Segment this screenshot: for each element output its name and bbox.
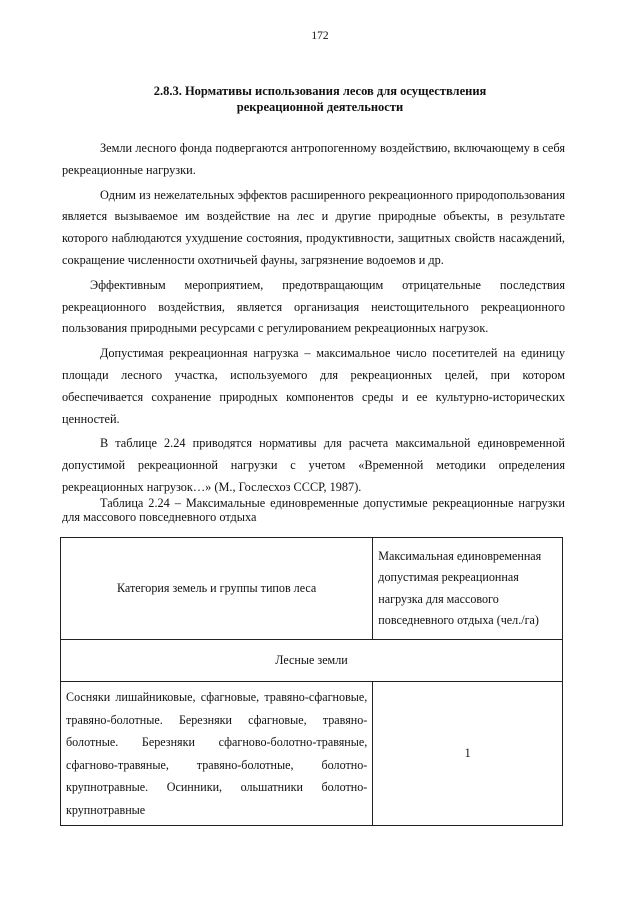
paragraph-2: Одним из нежелательных эффектов расширенного рекреационного природопользования является вызываемое им воздействие на лес и другие природные объекты, в результате которого наблюдаются ухудшение состояния, продуктивности, защитных свойств насаждений, сокращение численности охотничьей фауны, загрязнение водоемов и др. (62, 187, 565, 267)
paragraph-1: Земли лесного фонда подвергаются антропогенному воздействию, включающему в себя рекреационные нагрузки. (62, 141, 565, 177)
paragraph-5: В таблице 2.24 приводятся нормативы для расчета максимальной единовременной допустимой рекреационной нагрузки с учетом «Временной методики определения рекреационных нагрузок…» (М., Гослесхоз СССР, 1987). (62, 436, 565, 494)
body-text (62, 138, 565, 502)
paragraph-4: Допустимая рекреационная нагрузка – максимальное число посетителей на единицу площади лесного участка, используемого для рекреационных целей, при котором обеспечивается сохранение природных компонентов среды и ее культурно-исторических ценностей. (62, 346, 565, 426)
header-category: Категория земель и группы типов леса (61, 538, 373, 640)
page-number: 172 (311, 30, 329, 42)
table-row (61, 682, 563, 826)
row-load: 1 (373, 682, 563, 826)
norms-table (60, 537, 563, 826)
header-load: Максимальная единовременная допустимая рекреационная нагрузка для массового повседневного отдыха (чел./га) (373, 538, 563, 640)
table-header-row (61, 538, 563, 640)
norms-table-container (60, 537, 563, 826)
section-heading-line-1: 2.8.3. Нормативы использования лесов для осуществления (153, 84, 487, 98)
section-heading (80, 83, 560, 115)
table-section-row (61, 640, 563, 682)
row-category: Сосняки лишайниковые, сфагновые, травяно-сфагновые, травяно-болотные. Березняки сфагновые, травяно-болотные. Березняки сфагново-болотно-травяные, сфагново-травяные, травяно-болотные, болотно-крупнотравные. Осинники, ольшатники болотно-крупнотравные (61, 682, 373, 826)
paragraph-3: Эффективным мероприятием, предотвращающим отрицательные последствия рекреационного воздействия, является организация неистощительного рекреационного пользования природными ресурсами с регулированием рекреационных нагрузок. (62, 277, 565, 336)
table-caption: Таблица 2.24 – Максимальные единовременные допустимые рекреационные нагрузки для массового повседневного отдыха (62, 496, 565, 524)
section-label: Лесные земли (61, 640, 563, 682)
section-heading-line-2: рекреационной деятельности (236, 100, 404, 114)
